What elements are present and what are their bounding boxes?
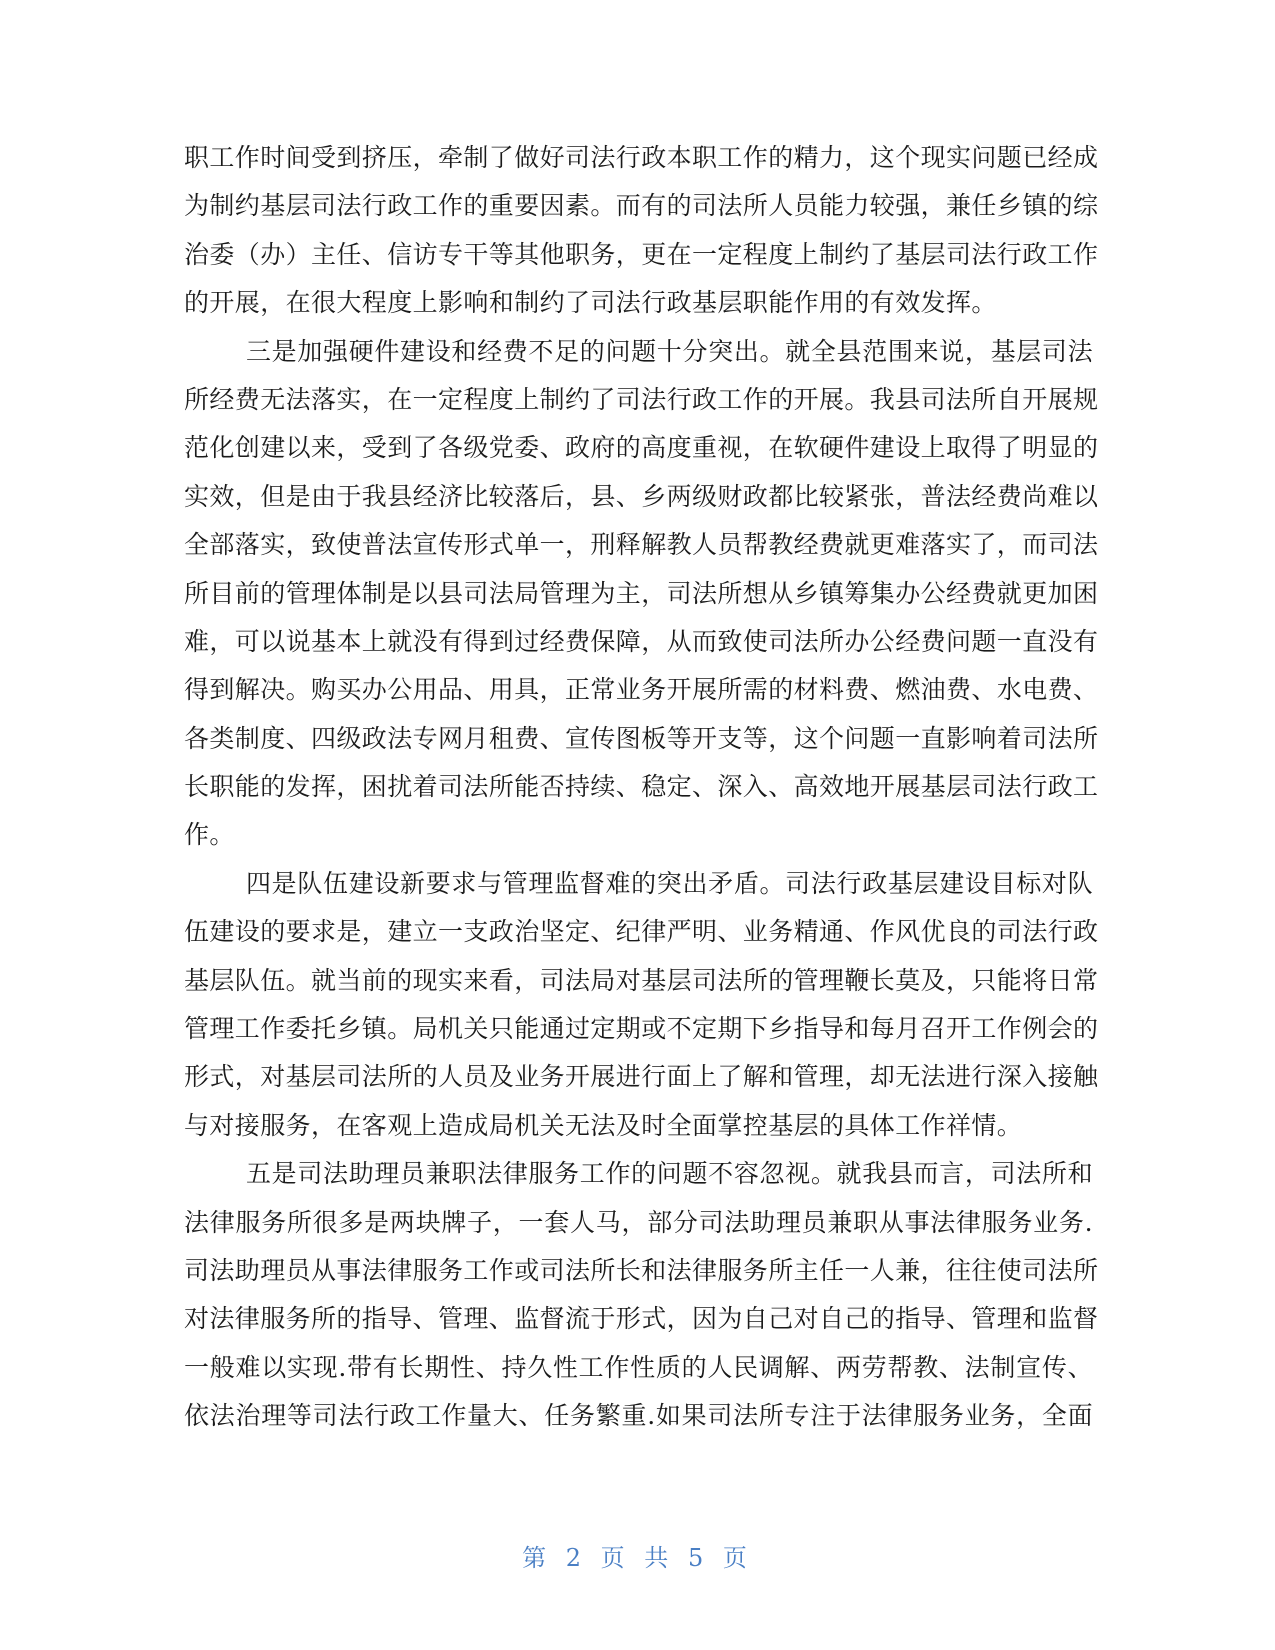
- text-line: 与对接服务，在客观上造成局机关无法及时全面掌控基层的具体工作祥情。: [184, 1110, 1023, 1140]
- text-line: 职工作时间受到挤压，牵制了做好司法行政本职工作的精力，这个现实问题已经成: [184, 143, 1099, 172]
- text-line: 法律服务所很多是两块牌子，一套人马，部分司法助理员兼职从事法律服务业务.: [184, 1207, 1093, 1237]
- text-line: 为制约基层司法行政工作的重要因素。而有的司法所人员能力较强，兼任乡镇的综: [184, 191, 1099, 221]
- text-line: 伍建设的要求是，建立一支政治坚定、纪律严明、业务精通、作风优良的司法行政: [184, 917, 1099, 947]
- text-line: 作。: [184, 820, 235, 850]
- text-line: 管理工作委托乡镇。局机关只能通过定期或不定期下乡指导和每月召开工作例会的: [184, 1014, 1099, 1044]
- text-line: 长职能的发挥，困扰着司法所能否持续、稳定、深入、高效地开展基层司法行政工: [184, 772, 1099, 802]
- document-body: [184, 134, 1099, 1441]
- text-line: 实效，但是由于我县经济比较落后，县、乡两级财政都比较紧张，普法经费尚难以: [184, 481, 1099, 511]
- text-line: 一般难以实现.带有长期性、持久性工作性质的人民调解、两劳帮教、法制宣传、: [184, 1352, 1093, 1382]
- text-line: 依法治理等司法行政工作量大、任务繁重.如果司法所专注于法律服务业务，全面: [184, 1401, 1093, 1431]
- text-line: 所经费无法落实，在一定程度上制约了司法行政工作的开展。我县司法所自开展规: [184, 384, 1099, 414]
- paragraph: [184, 860, 1099, 1150]
- page-number: 第 2 页 共 5 页: [522, 1544, 753, 1572]
- text-line: 对法律服务所的指导、管理、监督流于形式，因为自己对自己的指导、管理和监督: [184, 1304, 1099, 1334]
- text-line: 范化创建以来，受到了各级党委、政府的高度重视，在软硬件建设上取得了明显的: [184, 433, 1099, 463]
- text-line: 五是司法助理员兼职法律服务工作的问题不容忽视。就我县而言，司法所和: [246, 1159, 1093, 1189]
- text-line: 基层队伍。就当前的现实来看，司法局对基层司法所的管理鞭长莫及，只能将日常: [184, 965, 1099, 995]
- text-line: 难，可以说基本上就没有得到过经费保障，从而致使司法所办公经费问题一直没有: [184, 626, 1099, 656]
- paragraph: [184, 328, 1099, 860]
- text-line: 的开展，在很大程度上影响和制约了司法行政基层职能作用的有效发挥。: [184, 288, 997, 318]
- text-line: 所目前的管理体制是以县司法局管理为主，司法所想从乡镇筹集办公经费就更加困: [184, 578, 1099, 608]
- text-line: 四是队伍建设新要求与管理监督难的突出矛盾。司法行政基层建设目标对队: [246, 868, 1093, 898]
- text-line: 司法助理员从事法律服务工作或司法所长和法律服务所主任一人兼，往往使司法所: [184, 1255, 1099, 1285]
- text-line: 得到解决。购买办公用品、用具，正常业务开展所需的材料费、燃油费、水电费、: [184, 675, 1099, 705]
- text-line: 全部落实，致使普法宣传形式单一，刑释解教人员帮教经费就更难落实了，而司法: [184, 530, 1099, 560]
- paragraph: [184, 134, 1099, 328]
- paragraph: [184, 1150, 1099, 1440]
- text-line: 治委（办）主任、信访专干等其他职务，更在一定程度上制约了基层司法行政工作: [184, 239, 1099, 269]
- text-line: 各类制度、四级政法专网月租费、宣传图板等开支等，这个问题一直影响着司法所: [184, 723, 1099, 753]
- text-line: 三是加强硬件建设和经费不足的问题十分突出。就全县范围来说，基层司法: [246, 336, 1093, 366]
- text-line: 形式，对基层司法所的人员及业务开展进行面上了解和管理，却无法进行深入接触: [184, 1062, 1099, 1092]
